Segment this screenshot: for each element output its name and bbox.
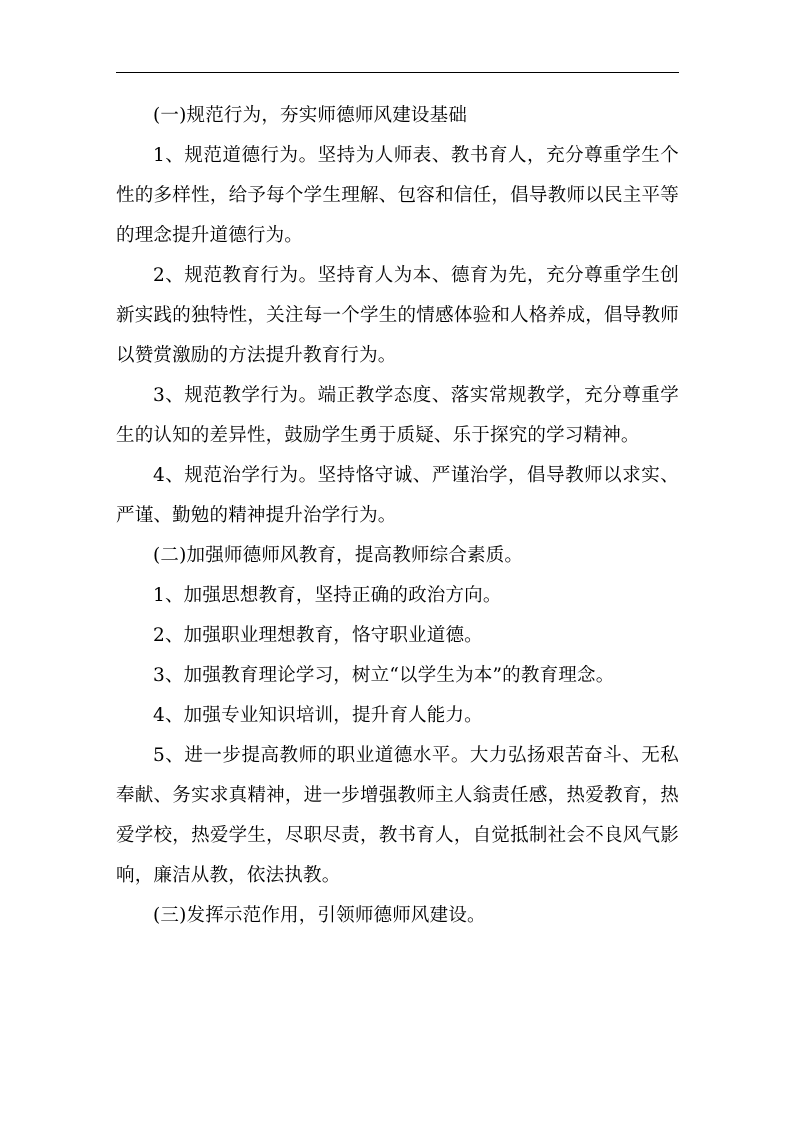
section-heading-1: (一)规范行为，夯实师德师风建设基础 (153, 105, 468, 126)
paragraph-2-2: 2、加强职业理想教育，恪守职业道德。 (153, 625, 483, 646)
paragraph-2-3: 3、加强教育理论学习，树立“以学生为本”的教育理念。 (153, 665, 615, 686)
paragraph-1-3: 3、规范教学行为。端正教学态度、落实常规教学，充分尊重学生的认知的差异性，鼓励学生勇于质疑、乐于探究的学习精神。 (116, 385, 679, 446)
document-body (116, 96, 679, 936)
paragraph-1-4: 4、规范治学行为。坚持恪守诚、严谨治学，倡导教师以求实、严谨、勤勉的精神提升治学行为。 (116, 465, 679, 526)
paragraph-2-4: 4、加强专业知识培训，提升育人能力。 (153, 705, 483, 726)
section-heading-3: (三)发挥示范作用，引领师德师风建设。 (153, 905, 486, 926)
header-rule (116, 72, 679, 73)
paragraph-2-5: 5、进一步提高教师的职业道德水平。大力弘扬艰苦奋斗、无私奉献、务实求真精神，进一步增强教师主人翁责任感，热爱教育，热爱学校，热爱学生，尽职尽责，教书育人，自觉抵制社会不良风气影响，廉洁从教，依法执教。 (116, 745, 679, 886)
section-heading-2: (二)加强师德师风教育，提高教师综合素质。 (153, 545, 524, 566)
paragraph-1-1: 1、规范道德行为。坚持为人师表、教书育人，充分尊重学生个性的多样性，给予每个学生理解、包容和信任，倡导教师以民主平等的理念提升道德行为。 (116, 145, 679, 246)
paragraph-2-1: 1、加强思想教育，坚持正确的政治方向。 (153, 585, 502, 606)
paragraph-1-2: 2、规范教育行为。坚持育人为本、德育为先，充分尊重学生创新实践的独特性，关注每一个学生的情感体验和人格养成，倡导教师以赞赏激励的方法提升教育行为。 (116, 265, 679, 366)
